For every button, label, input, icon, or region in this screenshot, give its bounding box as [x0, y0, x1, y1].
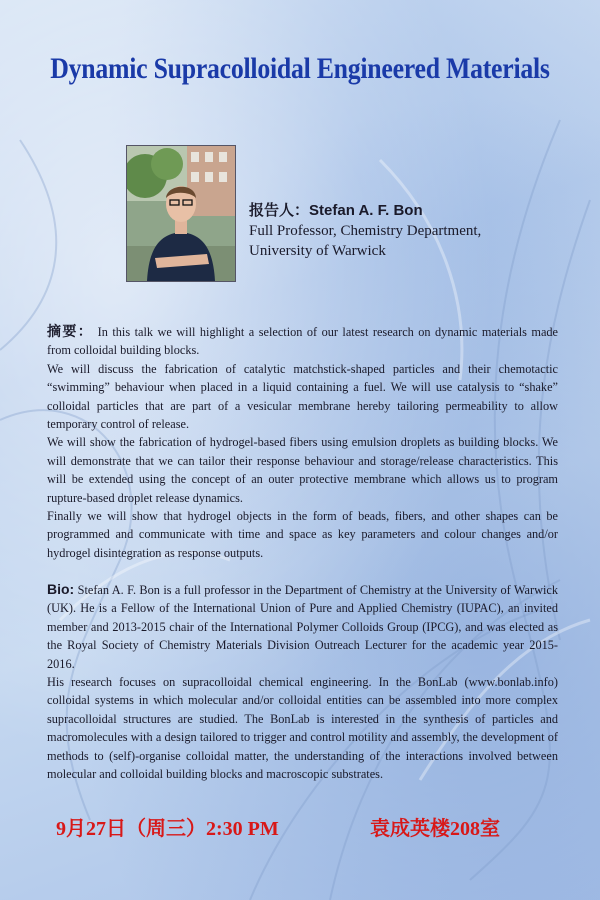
- bio-text: Stefan A. F. Bon is a full professor in the Department of Chemistry at the University of Warwick (UK). He is a Fellow of the International Union of Pure and Applied Chemistry (IUPAC), an invited member and 2013-2015 chair of the International Polymer Colloids Group (IPCG), and was elected as the Royal Society of Chemistry Materials Division Outreach Lecturer for the academic year 2015-2016.: [47, 583, 558, 671]
- event-datetime: 9月27日（周三）2:30 PM: [56, 818, 279, 840]
- bio-section: [47, 580, 558, 783]
- speaker-photo: [126, 145, 236, 282]
- speaker-label: 报告人：: [249, 202, 310, 219]
- speaker-name: Stefan A. F. Bon: [309, 202, 423, 219]
- speaker-info: [249, 201, 481, 261]
- speaker-name-line: [249, 201, 481, 221]
- bio-paragraph: [47, 580, 558, 673]
- speaker-affiliation: University of Warwick: [249, 243, 386, 259]
- abstract-text: In this talk we will highlight a selection of our latest research on dynamic materials made from colloidal building blocks.: [47, 325, 559, 358]
- abstract-paragraph: Finally we will show that hydrogel objects in the form of beads, fibers, and other shapes can be programmed and communicate with time and space as key parameters and colour changes and/or hydrogel disintegration as response outputs.: [47, 509, 558, 560]
- abstract-paragraph: [47, 322, 558, 360]
- abstract-paragraph: We will discuss the fabrication of catalytic matchstick-shaped particles and their chemotactic “swimming” behaviour when placed in a liquid containing a fuel. We will use catalysis to “shake” colloidal particles that are part of a vesicular membrane hereby tailoring permeability to allow temporary control of release.: [47, 361, 558, 432]
- poster-title: Dynamic Supracolloidal Engineered Materials: [50, 52, 550, 85]
- event-location: 袁成英楼208室: [370, 818, 500, 840]
- abstract-label: 摘要：: [47, 323, 94, 339]
- speaker-portrait-image: [127, 146, 235, 281]
- abstract-paragraph: We will show the fabrication of hydrogel-based fibers using emulsion droplets as building blocks. We will demonstrate that we can tailor their response behaviour and storage/release characteristics. This will be extended using the concept of an outer protective membrane which allows us to program rupture-based droplet release dynamics.: [47, 435, 558, 505]
- speaker-position: Full Professor, Chemistry Department,: [249, 223, 482, 239]
- bio-label: Bio:: [47, 581, 75, 597]
- bio-paragraph: His research focuses on supracolloidal chemical engineering. In the BonLab (www.bonlab.info) colloidal systems in which molecular and/or colloidal entities can be assembled into more complex supracolloidal structures are studied. The BonLab is interested in the synthesis of particles and macromolecules with a design tailored to trigger and control motility and assembly, the development of methods to (self)-organise colloidal matter, the understanding of the interactions involved between molecular and colloidal building blocks and macroscopic substrates.: [47, 675, 558, 782]
- abstract-section: [47, 322, 558, 562]
